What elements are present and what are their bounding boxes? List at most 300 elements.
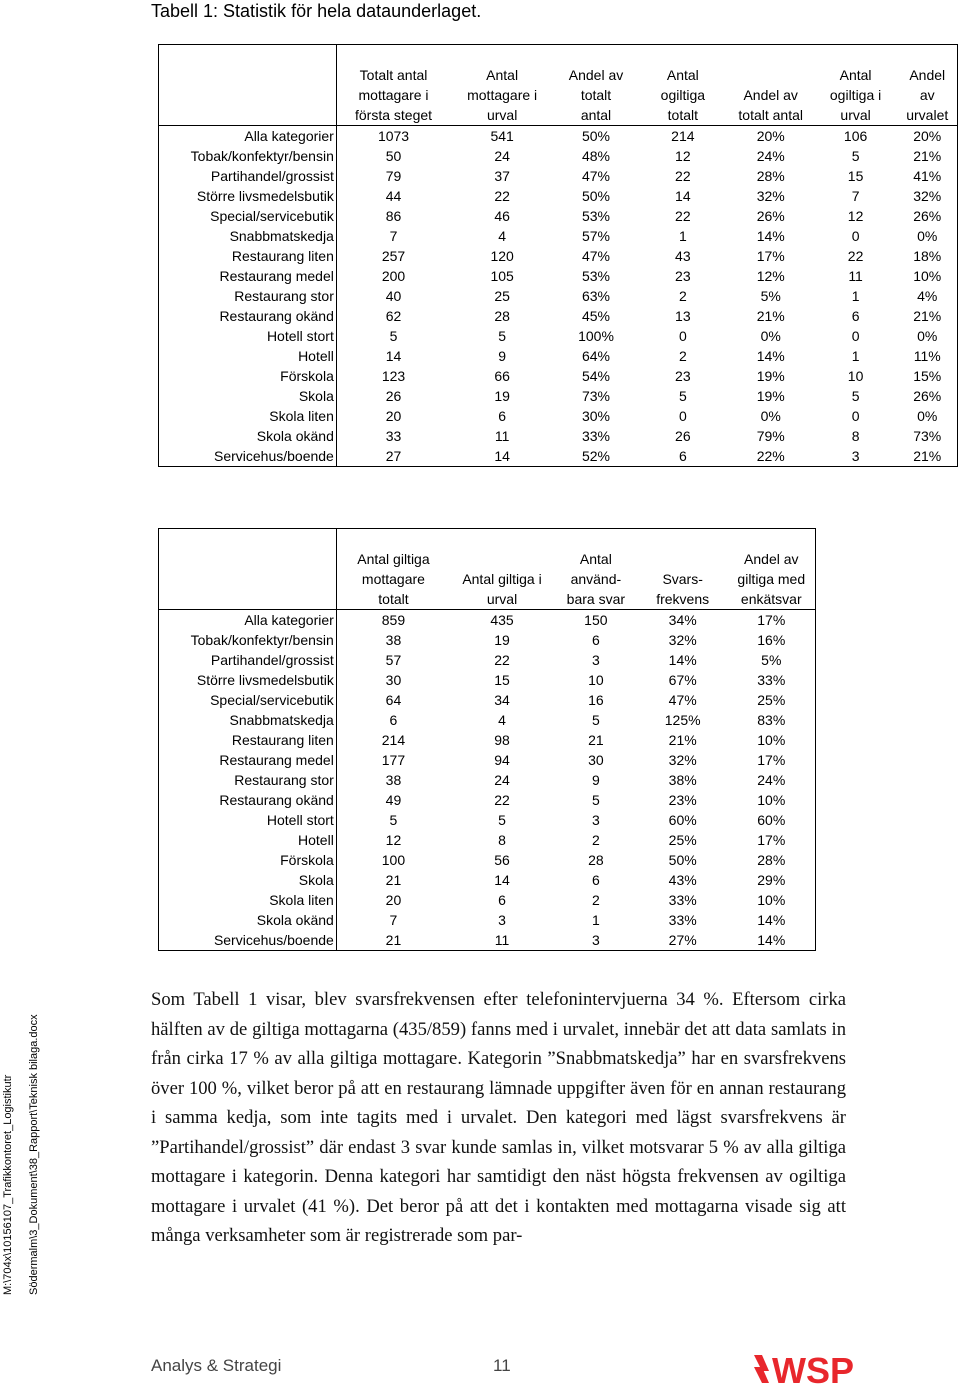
table-cell: 38 [385,772,402,788]
table-cell: 57 [385,652,402,668]
row-label: Partihandel/grossist [159,166,337,186]
header-corner [159,529,337,610]
table-row [159,630,816,650]
table-cell: 12 [675,148,691,164]
table-cell: 21% [913,448,942,464]
column-header-line: Svars- [662,571,703,587]
table-cell: 14% [756,228,785,244]
row-label: Skola liten [159,406,337,426]
column-header-line: giltiga med [737,571,806,587]
table-row [159,770,816,790]
table-row [159,246,958,266]
table-cell: 0 [851,228,860,244]
table-cell: 33% [668,912,697,928]
table-caption: Tabell 1: Statistik för hela dataunderlaget. [151,1,482,21]
table-cell: 24 [494,148,510,164]
column-header [728,529,816,610]
statistics-table-2 [158,528,816,951]
table-cell: 214 [381,732,406,748]
table-cell: 17% [756,248,785,264]
row-label: Special/servicebutik [159,206,337,226]
table-cell: 19 [494,388,510,404]
table-cell: 24% [756,148,785,164]
table-cell: 3 [851,448,860,464]
table-cell: 79% [756,428,785,444]
table-cell: 3 [498,912,506,928]
column-header-line: Antal [666,67,699,83]
table-row [159,870,816,890]
table-cell: 17% [757,752,786,768]
table-cell: 200 [381,268,406,284]
column-header-line: bara svar [566,591,626,607]
column-header-line: Antal [579,551,612,567]
table-cell: 10% [913,268,942,284]
table-row [159,670,816,690]
table-cell: 20 [385,408,402,424]
table-cell: 63% [581,288,611,304]
table-cell: 50% [581,128,611,144]
table-cell: 5 [591,712,600,728]
column-header [638,45,728,126]
column-header-line: urvalet [906,107,949,123]
table-row [159,650,816,670]
table-cell: 47% [581,168,611,184]
table-row [159,166,958,186]
table-cell: 257 [381,248,406,264]
table-cell: 9 [498,348,507,364]
table-cell: 33% [581,428,611,444]
table-cell: 2 [678,288,687,304]
table-row [159,286,958,306]
row-label: Restaurang stor [159,770,337,790]
table-cell: 7 [851,188,860,204]
table-cell: 14% [756,348,785,364]
table-cell: 5 [591,792,600,808]
body-paragraph: Som Tabell 1 visar, blev svarsfrekvensen efter telefonintervjuerna 34 %. Eftersom cirka hälften av de giltiga mottagarna (435/859) fanns med i urvalet, innebär det att data samlats in från cirka 17 % av alla giltiga mottagare. Kategorin ”Snabbmatskedja” har en svarsfrekvens över 100 %, vilket beror på att en restaurang lämnade uppgifter även för en annan restaurang i samma kedja, som inte tagits med i urvalet. Den kategori med lägst svarsfrekvens är ”Partihandel/grossist” där endast 3 svar kunde samlas in, vilket motsvarar 5 % av alla giltiga mottagare i kategorin. Denna kategori har samtidigt den näst högsta frekvensen av ogiltiga mottagare i urvalet (41 %). Det beror på att det i kontakten med mottagarna visade sig att många verksamheter som är registrerade som par- [151,989,846,1246]
row-label: Special/servicebutik [159,690,337,710]
column-header-line: mottagare i [358,87,429,103]
table-cell: 50% [668,852,697,868]
table-cell: 5 [851,388,860,404]
table-row [159,386,958,406]
table-cell: 21 [588,732,604,748]
row-label: Skola okänd [159,426,337,446]
table-cell: 6 [591,632,600,648]
table-cell: 52% [581,448,611,464]
row-label: Hotell stort [159,326,337,346]
column-header [638,529,728,610]
table-cell: 0 [851,328,860,344]
table-row [159,710,816,730]
table-cell: 2 [678,348,687,364]
row-label: Tobak/konfektyr/bensin [159,146,337,166]
table-cell: 7 [389,912,398,928]
table-cell: 22 [675,168,691,184]
table-cell: 3 [591,812,600,828]
table-cell: 14 [494,448,510,464]
table-cell: 11 [494,428,510,444]
table-cell: 25% [757,692,786,708]
column-header-line: Andel [909,67,946,83]
table-cell: 53% [581,208,611,224]
table-cell: 16% [757,632,786,648]
logo-text: WSP [772,1350,855,1389]
column-header-line: Andel av [568,67,624,83]
table-cell: 6 [498,408,507,424]
column-header [336,45,450,126]
table-cell: 37 [494,168,510,184]
table-cell: 33% [668,892,697,908]
table-cell: 18% [913,248,942,264]
table-cell: 64% [581,348,611,364]
wsp-logo [752,1349,860,1389]
table-cell: 62 [385,308,402,324]
footer-department: Analys & Strategi [151,1356,282,1375]
table-cell: 5 [389,328,398,344]
table-cell: 14% [668,652,697,668]
table-cell: 25% [668,832,697,848]
table-cell: 22% [756,448,785,464]
column-header-line: första steget [355,107,433,123]
table-cell: 20 [385,892,402,908]
column-header-line: Antal giltiga [357,551,430,567]
table-cell: 8 [851,428,860,444]
column-header [336,529,450,610]
table-cell: 1073 [377,128,410,144]
table-cell: 125% [664,712,701,728]
row-label: Större livsmedelsbutik [159,186,337,206]
table-cell: 5 [389,812,398,828]
table-cell: 6 [389,712,398,728]
table-cell: 33 [385,428,402,444]
column-header-line: Andel av [744,551,799,567]
column-header-line [638,549,728,569]
row-label: Skola okänd [159,910,337,930]
table-cell: 17% [757,612,786,628]
column-header [450,529,554,610]
table-cell: 32% [668,632,697,648]
table-row [159,226,958,246]
table-cell: 21% [668,732,697,748]
table-cell: 17% [757,832,786,848]
table-cell: 86 [385,208,402,224]
table-row [159,910,816,930]
table-cell: 0% [917,408,938,424]
table-cell: 47% [668,692,697,708]
table-row [159,266,958,286]
column-header-line [450,549,554,569]
row-label: Snabbmatskedja [159,226,337,246]
table-row [159,406,958,426]
table-cell: 5 [498,328,507,344]
table-cell: 106 [843,128,868,144]
table-row [159,446,958,467]
row-label: Alla kategorier [159,126,337,147]
table-cell: 14 [675,188,691,204]
row-label: Snabbmatskedja [159,710,337,730]
table-cell: 28% [757,852,786,868]
table-cell: 435 [490,612,514,628]
table-cell: 5 [678,388,687,404]
column-header-line: Andel av [743,87,798,103]
table-row [159,186,958,206]
table-cell: 10% [757,792,786,808]
table-cell: 3 [591,652,600,668]
table-cell: 23 [675,268,691,284]
table-cell: 10 [847,368,864,384]
table-row [159,730,816,750]
column-header-line [728,65,814,85]
table-cell: 30% [581,408,611,424]
table-cell: 6 [498,892,506,908]
table-cell: 6 [591,872,600,888]
table-cell: 56 [494,852,510,868]
column-header-line: enkätsvar [740,591,802,607]
table-cell: 5 [851,148,860,164]
table-cell: 98 [494,732,510,748]
table-cell: 23 [675,368,691,384]
table-cell: 15 [847,168,864,184]
table-cell: 8 [498,832,506,848]
table-cell: 214 [671,128,695,144]
table-cell: 4 [498,228,507,244]
table-cell: 14% [757,912,786,928]
table-cell: 66 [494,368,510,384]
column-header [554,529,638,610]
table-cell: 1 [678,228,687,244]
table-row [159,810,816,830]
header-row [159,529,816,610]
table-cell: 34 [494,692,510,708]
column-header-line: urval [486,107,518,123]
table-cell: 12 [385,832,402,848]
table-cell: 25 [494,288,510,304]
table-cell: 22 [675,208,691,224]
table-cell: 0% [760,408,781,424]
table-cell: 1 [591,912,600,928]
table-cell: 20% [756,128,785,144]
table-cell: 24 [494,772,510,788]
column-header-line: totalt [667,107,699,123]
table-row [159,206,958,226]
table-cell: 73% [913,428,942,444]
table-cell: 123 [381,368,406,384]
table-cell: 177 [381,752,406,768]
column-header [450,45,554,126]
table-cell: 60% [757,812,786,828]
row-label: Restaurang liten [159,730,337,750]
row-label: Hotell [159,830,337,850]
column-header-line: urval [486,591,518,607]
table-cell: 1 [851,288,860,304]
table-cell: 4% [917,288,938,304]
table-cell: 21% [913,148,942,164]
column-header-line: ogiltiga [660,87,706,103]
row-label: Större livsmedelsbutik [159,670,337,690]
table-cell: 32% [756,188,785,204]
table-cell: 28% [756,168,785,184]
table-cell: 27 [385,448,402,464]
table-cell: 0 [678,408,687,424]
table-cell: 64 [385,692,402,708]
table-cell: 45% [581,308,611,324]
table-row [159,326,958,346]
table-row [159,930,816,951]
table-cell: 5% [760,288,781,304]
table-cell: 23% [668,792,697,808]
column-header-line: av [919,87,935,103]
table-row [159,426,958,446]
table-row [159,126,958,147]
table-cell: 40 [385,288,402,304]
column-header-line: antal [580,107,612,123]
table-cell: 29% [757,872,786,888]
table-cell: 32% [913,188,942,204]
table-cell: 150 [584,612,608,628]
table-cell: 26 [675,428,691,444]
column-header-line: Antal [839,67,872,83]
table-cell: 105 [490,268,514,284]
table-cell: 0% [917,228,938,244]
table-cell: 5% [761,652,782,668]
row-label: Hotell stort [159,810,337,830]
table-cell: 53% [581,268,611,284]
column-header-line: frekvens [656,591,710,607]
table-cell: 7 [389,228,398,244]
column-header-line: Antal giltiga i [462,571,542,587]
table-cell: 19 [494,632,510,648]
table-cell: 22 [494,652,510,668]
table-cell: 46 [494,208,510,224]
row-label: Hotell [159,346,337,366]
column-header-line: mottagare [361,571,425,587]
table-cell: 10 [588,672,604,688]
row-label: Alla kategorier [159,610,337,631]
table-cell: 73% [581,388,611,404]
table-cell: 3 [591,932,600,948]
table-cell: 49 [385,792,402,808]
statistics-table-1 [158,44,958,467]
table-cell: 32% [668,752,697,768]
row-label: Servicehus/boende [159,930,337,951]
table-cell: 26% [756,208,785,224]
row-label: Restaurang medel [159,266,337,286]
table-cell: 4 [498,712,506,728]
table-row [159,366,958,386]
row-label: Partihandel/grossist [159,650,337,670]
table-cell: 12% [756,268,785,284]
table-cell: 43% [668,872,697,888]
table-cell: 38% [668,772,697,788]
row-label: Förskola [159,850,337,870]
column-header-line: mottagare i [467,87,538,103]
row-label: Restaurang okänd [159,306,337,326]
table-cell: 0 [851,408,860,424]
table-row [159,690,816,710]
table-row [159,890,816,910]
column-header-line: ogiltiga i [829,87,882,103]
table-cell: 6 [851,308,860,324]
table-cell: 33% [757,672,786,688]
table-cell: 27% [668,932,697,948]
row-label: Restaurang medel [159,750,337,770]
column-header-line: totalt antal [738,107,803,123]
table-cell: 47% [581,248,611,264]
table-cell: 30 [385,672,402,688]
table-cell: 41% [913,168,942,184]
table-cell: 11 [848,268,863,284]
table-cell: 15 [494,672,510,688]
column-header [814,45,898,126]
row-label: Förskola [159,366,337,386]
column-header [554,45,638,126]
table-cell: 94 [494,752,510,768]
column-header-line: totalt [378,591,409,607]
table-cell: 21 [385,932,402,948]
table-cell: 57% [581,228,611,244]
table-cell: 21% [756,308,785,324]
table-cell: 43 [675,248,691,264]
table-row [159,790,816,810]
column-header-line: urval [840,107,871,123]
table-cell: 22 [847,248,864,264]
table-cell: 0% [917,328,938,344]
row-label: Skola [159,386,337,406]
table-row [159,850,816,870]
table-cell: 30 [588,752,604,768]
table-cell: 26 [385,388,402,404]
column-header-line: använd- [570,571,622,587]
column-header-line: totalt [580,87,612,103]
table-cell: 100 [381,852,406,868]
header-corner [159,45,337,126]
table-cell: 21% [913,308,942,324]
table-cell: 50 [385,148,402,164]
table-cell: 859 [381,612,406,628]
column-header-line: Totalt antal [359,67,428,83]
column-header [898,45,958,126]
table-row [159,306,958,326]
table-cell: 14% [757,932,786,948]
table-cell: 15% [913,368,942,384]
table-cell: 0% [760,328,781,344]
table-cell: 541 [490,128,514,144]
table-cell: 13 [675,308,691,324]
row-label: Restaurang okänd [159,790,337,810]
column-header-line: Antal [486,67,519,83]
table-cell: 20% [913,128,942,144]
table-cell: 79 [385,168,402,184]
file-path-line-1: M:\704x\10156107_Trafikkontoret_Logistikutr [2,1074,14,1295]
table-cell: 120 [490,248,514,264]
row-label: Servicehus/boende [159,446,337,467]
row-label: Skola liten [159,890,337,910]
table-cell: 6 [678,448,687,464]
page-number: 11 [493,1356,511,1375]
table-row [159,610,816,631]
table-cell: 2 [591,892,600,908]
table-cell: 2 [591,832,600,848]
table-cell: 22 [494,188,510,204]
table-cell: 22 [494,792,510,808]
table-row [159,346,958,366]
table-cell: 34% [668,612,697,628]
table-cell: 11 [494,932,510,948]
table-cell: 14 [385,348,402,364]
table-cell: 12 [847,208,864,224]
table-cell: 11% [913,348,941,364]
table-cell: 60% [668,812,697,828]
